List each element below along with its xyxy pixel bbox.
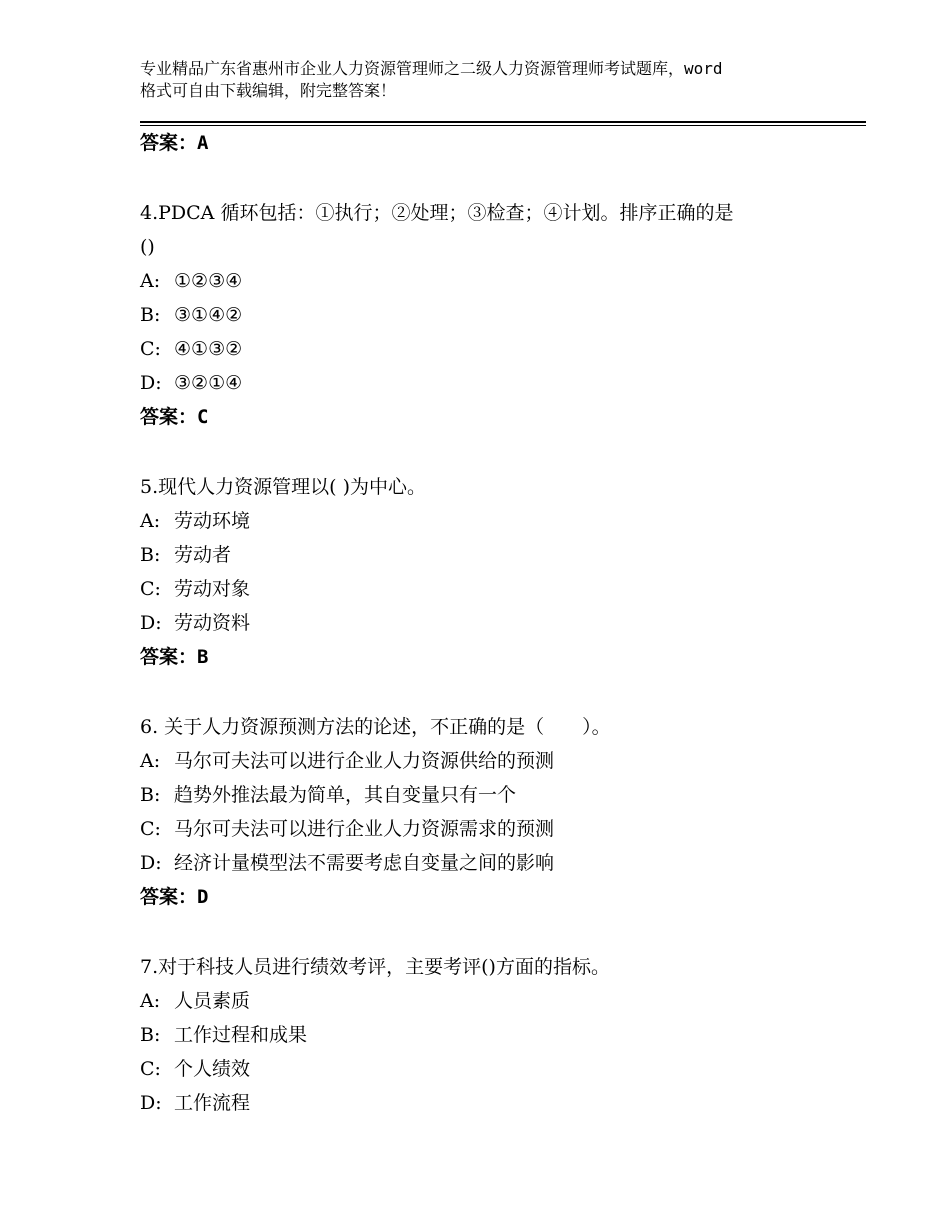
answer-q3: 答案：A [140,132,209,154]
document-header [140,58,840,102]
option-text: 劳动资料 [174,612,251,634]
answer-q6: 答案：D [140,886,209,908]
question-5 [140,470,860,674]
option-text: 人员素质 [174,990,251,1012]
header-title-line-1: 专业精品广东省惠州市企业人力资源管理师之二级人力资源管理师考试题库，word [140,59,723,78]
option-text: ④①③② [174,338,243,360]
answer-q5: 答案：B [140,646,209,668]
question-5-text: 5.现代人力资源管理以( )为中心。 [140,476,426,498]
question-6 [140,710,860,914]
option-letter: A: [140,750,161,772]
option-letter: B: [140,544,161,566]
option-letter: D: [140,1092,162,1114]
option-letter: A: [140,510,161,532]
option-text: ①②③④ [174,270,243,292]
option-letter: A: [140,270,161,292]
question-list [140,126,860,1120]
question-5-option-b [140,538,860,572]
question-5-option-a [140,504,860,538]
answer-q4: 答案：C [140,406,209,428]
option-text: 马尔可夫法可以进行企业人力资源供给的预测 [174,750,555,772]
option-text: 工作流程 [174,1092,251,1114]
option-letter: D: [140,372,162,394]
option-text: ③①④② [174,304,243,326]
option-letter: C: [140,578,161,600]
option-text: 个人绩效 [174,1058,251,1080]
option-text: 经济计量模型法不需要考虑自变量之间的影响 [174,852,555,874]
option-letter: C: [140,338,161,360]
question-4-text-line-1: 4.PDCA 循环包括：①执行；②处理；③检查；④计划。排序正确的是 [140,202,734,224]
question-7-option-a [140,984,860,1018]
option-letter: A: [140,990,161,1012]
option-letter: D: [140,612,162,634]
header-divider-thick [140,121,866,123]
question-5-option-c [140,572,860,606]
option-letter: B: [140,304,161,326]
option-letter: B: [140,784,161,806]
option-letter: C: [140,1058,161,1080]
question-7-option-d [140,1086,860,1120]
option-text: 劳动者 [174,544,232,566]
option-letter: B: [140,1024,161,1046]
question-4-option-a [140,264,860,298]
question-4-option-d [140,366,860,400]
question-7-text: 7.对于科技人员进行绩效考评，主要考评()方面的指标。 [140,956,610,978]
question-7 [140,950,860,1120]
question-4 [140,196,860,434]
question-6-option-c [140,812,860,846]
option-text: 马尔可夫法可以进行企业人力资源需求的预测 [174,818,555,840]
question-6-option-b [140,778,860,812]
question-7-option-b [140,1018,860,1052]
option-letter: C: [140,818,161,840]
question-6-option-a [140,744,860,778]
question-4-text-line-2: () [140,236,155,258]
question-4-option-b [140,298,860,332]
question-6-option-d [140,846,860,880]
question-5-option-d [140,606,860,640]
question-6-text: 6. 关于人力资源预测方法的论述，不正确的是（ ）。 [140,716,611,738]
option-letter: D: [140,852,162,874]
question-4-option-c [140,332,860,366]
question-7-option-c [140,1052,860,1086]
option-text: 趋势外推法最为简单，其自变量只有一个 [174,784,517,806]
header-title-line-2: 格式可自由下载编辑，附完整答案！ [140,81,397,100]
option-text: 工作过程和成果 [174,1024,308,1046]
option-text: 劳动环境 [174,510,251,532]
option-text: 劳动对象 [174,578,251,600]
option-text: ③②①④ [174,372,243,394]
